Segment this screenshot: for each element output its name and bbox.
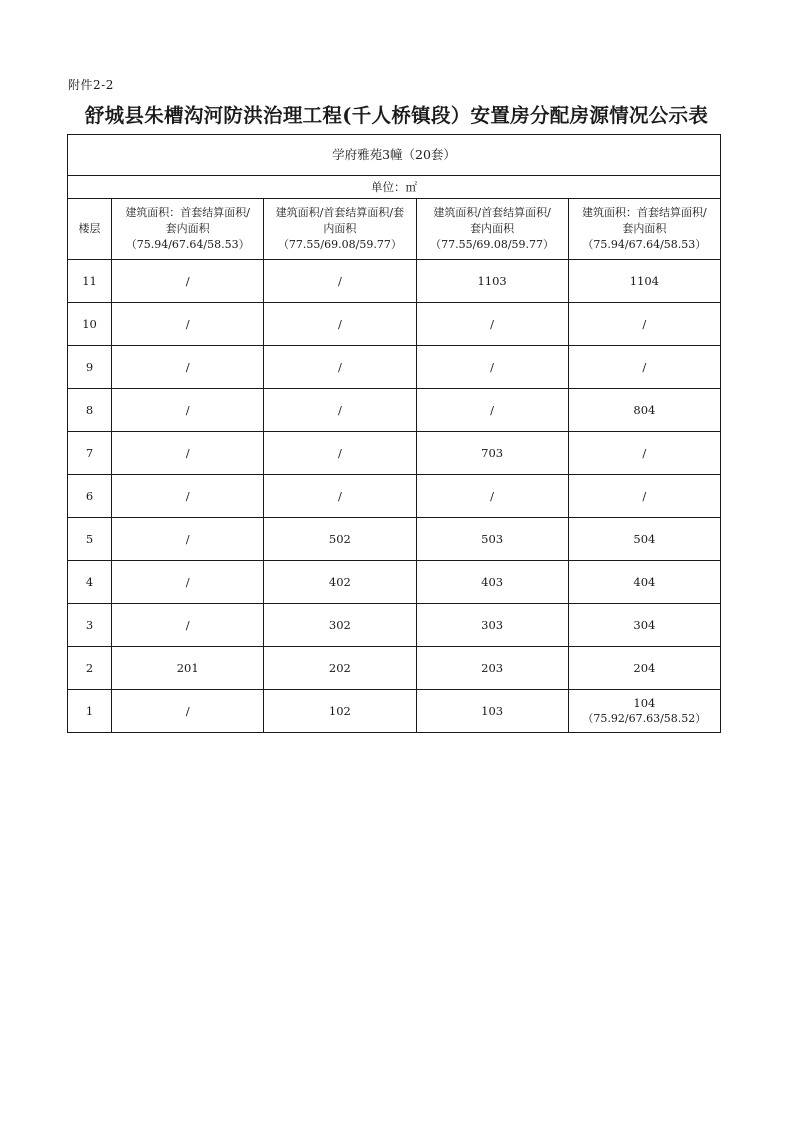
unit-cell <box>568 647 720 690</box>
unit-number: / <box>337 360 342 374</box>
unit-label: 单位：㎡ <box>68 176 721 199</box>
unit-number: 203 <box>481 661 504 675</box>
unit-cell <box>112 518 264 561</box>
floor-number: 7 <box>68 432 112 475</box>
unit-cell <box>416 475 568 518</box>
unit-number: / <box>337 489 342 503</box>
unit-cell <box>112 604 264 647</box>
unit-number: / <box>185 618 190 632</box>
floor-number: 4 <box>68 561 112 604</box>
unit-cell <box>568 518 720 561</box>
header-column-1 <box>112 199 264 260</box>
unit-number: / <box>185 704 190 718</box>
unit-number: 503 <box>481 532 504 546</box>
unit-number: / <box>337 446 342 460</box>
unit-number: / <box>185 317 190 331</box>
unit-cell <box>112 260 264 303</box>
header-row <box>68 199 721 260</box>
table-row <box>68 518 721 561</box>
unit-cell <box>416 346 568 389</box>
unit-number: / <box>185 274 190 288</box>
unit-number: 703 <box>481 446 504 460</box>
unit-number: 103 <box>481 704 504 718</box>
floor-number: 5 <box>68 518 112 561</box>
floor-number: 6 <box>68 475 112 518</box>
floor-number: 1 <box>68 690 112 733</box>
floor-number: 10 <box>68 303 112 346</box>
header-line: 建筑面积/首套结算面积/套 <box>275 206 405 219</box>
floor-number: 8 <box>68 389 112 432</box>
unit-cell <box>112 690 264 733</box>
unit-cell <box>264 389 416 432</box>
unit-cell <box>416 518 568 561</box>
unit-number: 502 <box>328 532 351 546</box>
unit-cell <box>568 346 720 389</box>
table-row <box>68 389 721 432</box>
unit-cell <box>264 647 416 690</box>
header-area-values: （75.94/67.64/58.53） <box>125 238 250 251</box>
unit-number: / <box>642 360 647 374</box>
unit-number: / <box>642 446 647 460</box>
unit-number: 204 <box>633 661 656 675</box>
header-line: 套内面积 <box>165 222 210 235</box>
unit-cell <box>416 303 568 346</box>
floor-number: 11 <box>68 260 112 303</box>
unit-number: / <box>490 360 495 374</box>
unit-number: / <box>490 317 495 331</box>
table-row <box>68 475 721 518</box>
unit-cell <box>264 432 416 475</box>
unit-cell <box>264 518 416 561</box>
table-row <box>68 647 721 690</box>
unit-number: 304 <box>633 618 656 632</box>
unit-number: 504 <box>633 532 656 546</box>
unit-number: 104 <box>633 696 656 710</box>
unit-number: 403 <box>481 575 504 589</box>
unit-cell <box>112 389 264 432</box>
header-line: 套内面积 <box>470 222 515 235</box>
unit-cell <box>112 475 264 518</box>
unit-cell <box>112 303 264 346</box>
unit-number: / <box>185 446 190 460</box>
unit-cell <box>416 260 568 303</box>
unit-cell <box>112 647 264 690</box>
unit-cell <box>264 604 416 647</box>
unit-cell <box>264 260 416 303</box>
unit-number: 302 <box>328 618 351 632</box>
floor-number: 9 <box>68 346 112 389</box>
unit-cell <box>568 389 720 432</box>
unit-number: / <box>642 317 647 331</box>
unit-cell <box>568 690 720 733</box>
header-area-values: （75.94/67.64/58.53） <box>582 238 707 251</box>
unit-number: 402 <box>328 575 351 589</box>
housing-allocation-table <box>67 134 721 733</box>
unit-number: / <box>185 403 190 417</box>
unit-number: / <box>185 360 190 374</box>
header-column-4 <box>568 199 720 260</box>
unit-cell <box>264 303 416 346</box>
header-line: 内面积 <box>323 222 357 235</box>
unit-cell <box>264 561 416 604</box>
header-line: 套内面积 <box>622 222 667 235</box>
unit-cell <box>568 432 720 475</box>
header-column-3 <box>416 199 568 260</box>
page-title: 舒城县朱槽沟河防洪治理工程(千人桥镇段）安置房分配房源情况公示表 <box>84 104 709 127</box>
unit-cell <box>568 475 720 518</box>
unit-cell <box>264 690 416 733</box>
unit-number: 404 <box>633 575 656 589</box>
floor-number: 3 <box>68 604 112 647</box>
header-line: 建筑面积：首套结算面积/ <box>582 206 707 219</box>
unit-cell <box>416 647 568 690</box>
header-column-2 <box>264 199 416 260</box>
unit-cell <box>112 432 264 475</box>
header-area-values: （77.55/69.08/59.77） <box>277 238 402 251</box>
header-area-values: （77.55/69.08/59.77） <box>430 238 555 251</box>
table-row <box>68 690 721 733</box>
unit-number: 1104 <box>629 274 659 288</box>
unit-number: / <box>490 489 495 503</box>
building-row <box>68 135 721 176</box>
unit-area-values: （75.92/67.63/58.52） <box>582 712 707 725</box>
unit-cell <box>416 690 568 733</box>
building-name: 学府雅苑3幢（20套） <box>68 135 721 176</box>
unit-cell <box>568 260 720 303</box>
unit-cell <box>112 561 264 604</box>
unit-number: / <box>185 489 190 503</box>
unit-number: / <box>337 274 342 288</box>
unit-cell <box>416 604 568 647</box>
unit-cell <box>264 475 416 518</box>
unit-number: 202 <box>328 661 351 675</box>
unit-number: / <box>337 317 342 331</box>
table-row <box>68 346 721 389</box>
unit-number: / <box>185 575 190 589</box>
unit-number: 1103 <box>477 274 507 288</box>
unit-number: / <box>185 532 190 546</box>
table-row <box>68 604 721 647</box>
unit-cell <box>568 604 720 647</box>
header-line: 建筑面积：首套结算面积/ <box>125 206 251 219</box>
table-row <box>68 303 721 346</box>
unit-cell <box>416 389 568 432</box>
unit-cell <box>568 303 720 346</box>
floor-number: 2 <box>68 647 112 690</box>
table-row <box>68 260 721 303</box>
unit-cell <box>416 432 568 475</box>
unit-number: / <box>337 403 342 417</box>
unit-row <box>68 176 721 199</box>
unit-number: 804 <box>633 403 656 417</box>
header-floor: 楼层 <box>68 199 112 260</box>
unit-cell <box>568 561 720 604</box>
unit-number: / <box>490 403 495 417</box>
unit-cell <box>416 561 568 604</box>
header-line: 建筑面积/首套结算面积/ <box>433 206 551 219</box>
unit-cell <box>112 346 264 389</box>
unit-number: 201 <box>176 661 199 675</box>
unit-cell <box>264 346 416 389</box>
attachment-label: 附件2-2 <box>68 78 114 92</box>
unit-number: / <box>642 489 647 503</box>
table-row <box>68 561 721 604</box>
unit-number: 303 <box>481 618 504 632</box>
table-row <box>68 432 721 475</box>
unit-number: 102 <box>328 704 351 718</box>
